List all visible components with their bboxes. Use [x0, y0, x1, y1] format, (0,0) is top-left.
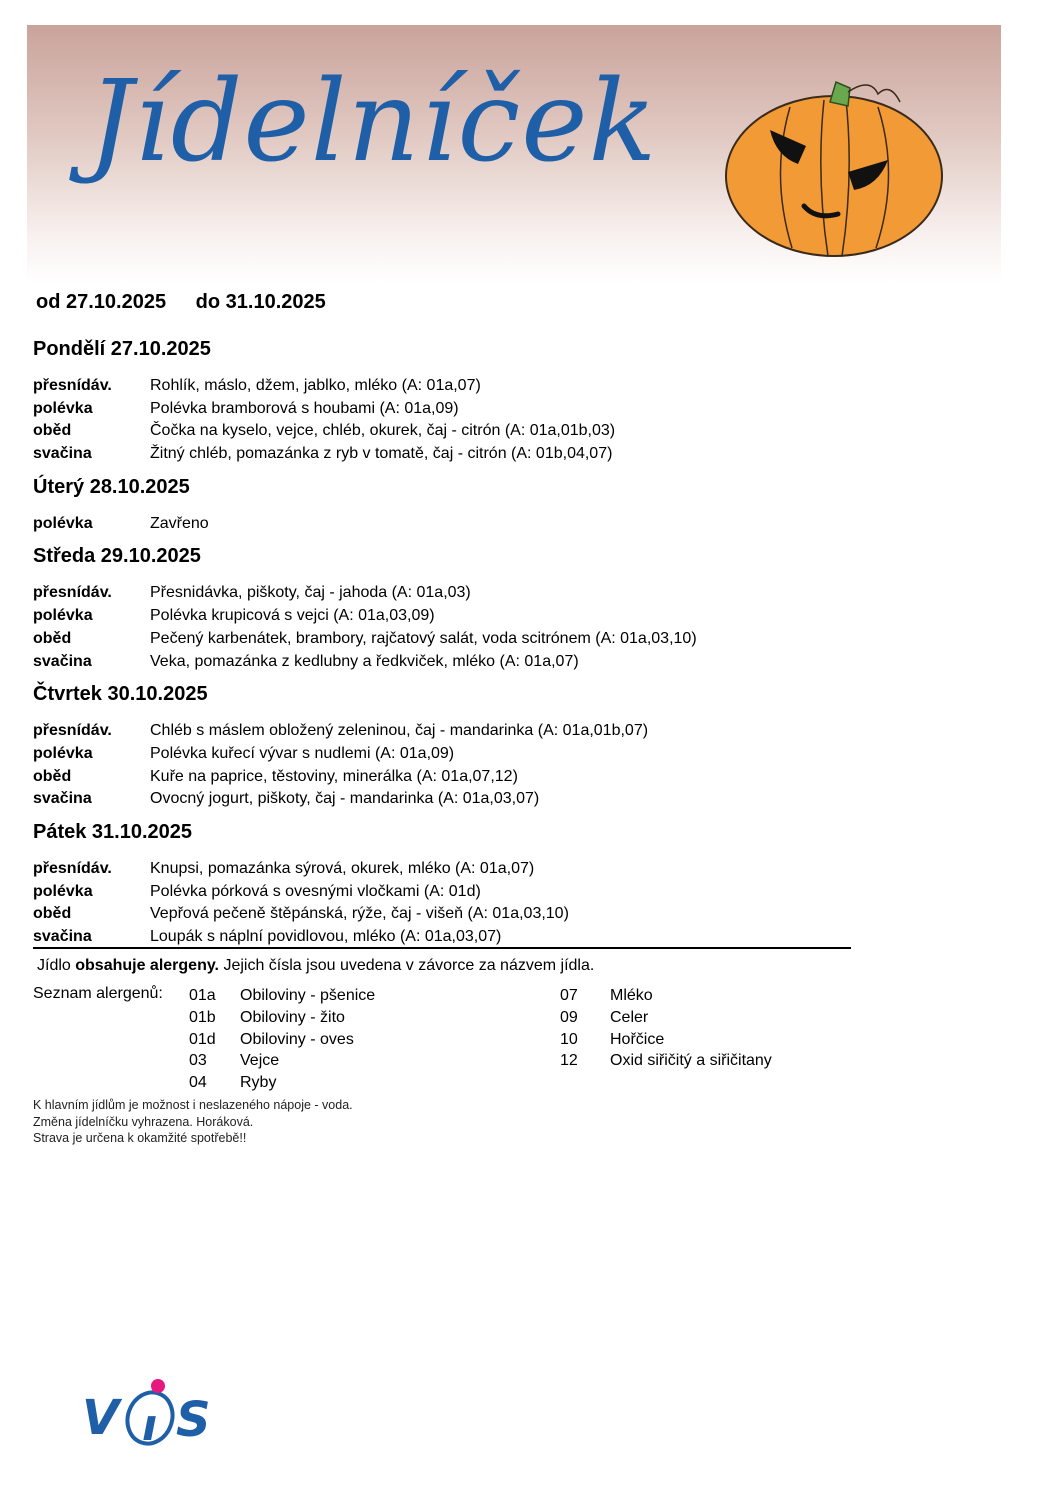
allergen-code: 03	[189, 1052, 207, 1070]
allergen-code: 01a	[189, 987, 216, 1004]
day-title: Pondělí 27.10.2025	[33, 338, 211, 360]
meal-text: Polévka bramborová s houbami (A: 01a,09)	[150, 399, 459, 417]
day-section	[33, 545, 853, 673]
meal-text: Veka, pomazánka z kedlubny a ředkviček, mléko (A: 01a,07)	[150, 652, 579, 670]
day-section	[33, 338, 853, 466]
meal-text: Čočka na kyselo, vejce, chléb, okurek, čaj - citrón (A: 01a,01b,03)	[150, 422, 616, 440]
svg-text:ı: ı	[142, 1400, 158, 1451]
allergen-list-left	[189, 985, 375, 1094]
meal-text: Žitný chléb, pomazánka z ryb v tomatě, čaj - citrón (A: 01b,04,07)	[150, 445, 613, 463]
note-bold: obsahuje alergeny.	[75, 957, 219, 974]
meal-row	[33, 628, 853, 651]
allergen-item	[560, 1050, 772, 1072]
meal-label: přesnídáv.	[33, 584, 112, 602]
meal-row	[33, 743, 853, 766]
pumpkin-icon	[720, 72, 948, 260]
meal-text: Loupák s náplní povidlovou, mléko (A: 01a,03,07)	[150, 928, 502, 945]
allergen-code: 12	[560, 1052, 578, 1070]
date-to: do 31.10.2025	[195, 291, 326, 313]
meal-label: oběd	[33, 629, 72, 647]
meal-label: přesnídáv.	[33, 377, 112, 394]
meal-text: Přesnidávka, piškoty, čaj - jahoda (A: 01a,03)	[150, 584, 471, 602]
allergen-code: 04	[189, 1074, 207, 1092]
svg-text:V: V	[82, 1390, 120, 1446]
meal-row	[33, 513, 853, 536]
day-title: Středa 29.10.2025	[33, 545, 201, 568]
allergen-name: Hořčice	[610, 1030, 665, 1048]
allergen-name: Obiloviny - pšenice	[240, 987, 376, 1004]
day-title: Čtvrtek 30.10.2025	[33, 683, 208, 706]
meal-row	[33, 881, 853, 904]
page-title: Jídelníček	[88, 57, 658, 187]
meal-text: Zavřeno	[150, 514, 209, 532]
footer-line: Strava je určena k okamžité spotřebě!!	[33, 1131, 247, 1145]
meal-label: polévka	[33, 744, 93, 762]
allergen-item	[560, 1007, 772, 1029]
allergen-item	[189, 1072, 375, 1094]
day-section	[33, 683, 853, 811]
meal-text: Kuře na paprice, těstoviny, minerálka (A: 01a,07,12)	[150, 767, 518, 785]
meal-row	[33, 375, 853, 398]
allergen-name: Mléko	[610, 987, 653, 1004]
allergen-name: Vejce	[240, 1052, 280, 1070]
meal-label: svačina	[33, 652, 92, 670]
allergen-item	[189, 1029, 375, 1051]
meal-label: přesnídáv.	[33, 859, 112, 877]
allergen-name: Ryby	[240, 1074, 277, 1092]
meal-text: Knupsi, pomazánka sýrová, okurek, mléko (A: 01a,07)	[150, 859, 535, 877]
allergen-code: 09	[560, 1008, 578, 1026]
meal-label: polévka	[33, 607, 93, 625]
meal-row	[33, 720, 853, 743]
allergen-item	[560, 1029, 772, 1051]
allergen-item	[189, 1007, 375, 1029]
allergen-name: Obiloviny - žito	[240, 1008, 345, 1026]
meal-label: oběd	[33, 767, 72, 785]
allergen-code: 10	[560, 1030, 578, 1048]
allergen-name: Obiloviny - oves	[240, 1030, 354, 1048]
meal-label: oběd	[33, 422, 72, 440]
meal-label: polévka	[33, 882, 93, 900]
date-from: od 27.10.2025	[36, 291, 167, 313]
footer-notes	[33, 1097, 353, 1147]
footer-line: Změna jídelníčku vyhrazena. Horáková.	[33, 1114, 254, 1129]
meal-row	[33, 605, 853, 628]
note-suffix: Jejich čísla jsou uvedena v závorce za názvem jídla.	[223, 957, 595, 974]
meal-label: svačina	[33, 928, 92, 945]
meal-label: polévka	[33, 399, 93, 417]
meal-label: svačina	[33, 790, 92, 808]
meal-row	[33, 582, 853, 605]
meal-text: Polévka pórková s ovesnými vločkami (A: 01d)	[150, 882, 481, 900]
meal-label: přesnídáv.	[33, 722, 112, 740]
meal-row	[33, 443, 853, 466]
meal-row	[33, 420, 853, 443]
meal-text: Pečený karbenátek, brambory, rajčatový salát, voda scitrónem (A: 01a,03,10)	[150, 629, 697, 647]
day-section	[33, 821, 853, 949]
menu-content	[33, 338, 853, 959]
day-section	[33, 476, 853, 536]
date-range	[36, 291, 350, 314]
allergen-code: 01d	[189, 1030, 216, 1048]
meal-text: Rohlík, máslo, džem, jablko, mléko (A: 01a,07)	[150, 377, 481, 394]
note-prefix: Jídlo	[37, 957, 71, 974]
meal-row	[33, 398, 853, 421]
allergen-code: 01b	[189, 1008, 216, 1026]
meal-row	[33, 788, 853, 811]
meal-text: Vepřová pečeně štěpánská, rýže, čaj - višeň (A: 01a,03,10)	[150, 905, 569, 923]
meal-text: Ovocný jogurt, piškoty, čaj - mandarinka (A: 01a,03,07)	[150, 790, 540, 808]
meal-label: oběd	[33, 905, 72, 923]
day-title: Pátek 31.10.2025	[33, 820, 193, 843]
day-title: Úterý 28.10.2025	[33, 475, 190, 498]
meal-row	[33, 766, 853, 789]
allergen-item	[189, 1050, 375, 1072]
allergen-list-right	[560, 985, 772, 1072]
allergen-name: Oxid siřičitý a siřičitany	[610, 1052, 772, 1070]
meal-row	[33, 651, 853, 674]
meal-text: Polévka krupicová s vejci (A: 01a,03,09)	[150, 607, 435, 625]
allergen-note	[37, 957, 594, 975]
meal-label: polévka	[33, 514, 93, 532]
allergen-item	[560, 985, 772, 1007]
vis-logo-icon	[80, 1374, 220, 1454]
meal-label: svačina	[33, 445, 92, 463]
meal-row	[33, 926, 853, 949]
meal-row	[33, 903, 853, 926]
meal-text: Polévka kuřecí vývar s nudlemi (A: 01a,09)	[150, 744, 455, 762]
meal-row	[33, 858, 853, 881]
allergen-item	[189, 985, 375, 1007]
footer-line: K hlavním jídlům je možnost i neslazeného nápoje - voda.	[33, 1098, 353, 1112]
allergen-list-label: Seznam alergenů:	[33, 985, 163, 1002]
meal-text: Chléb s máslem obložený zeleninou, čaj - mandarinka (A: 01a,01b,07)	[150, 722, 649, 740]
allergen-code: 07	[560, 987, 578, 1004]
allergen-name: Celer	[610, 1008, 649, 1026]
svg-text:S: S	[176, 1392, 211, 1448]
divider	[33, 947, 851, 949]
